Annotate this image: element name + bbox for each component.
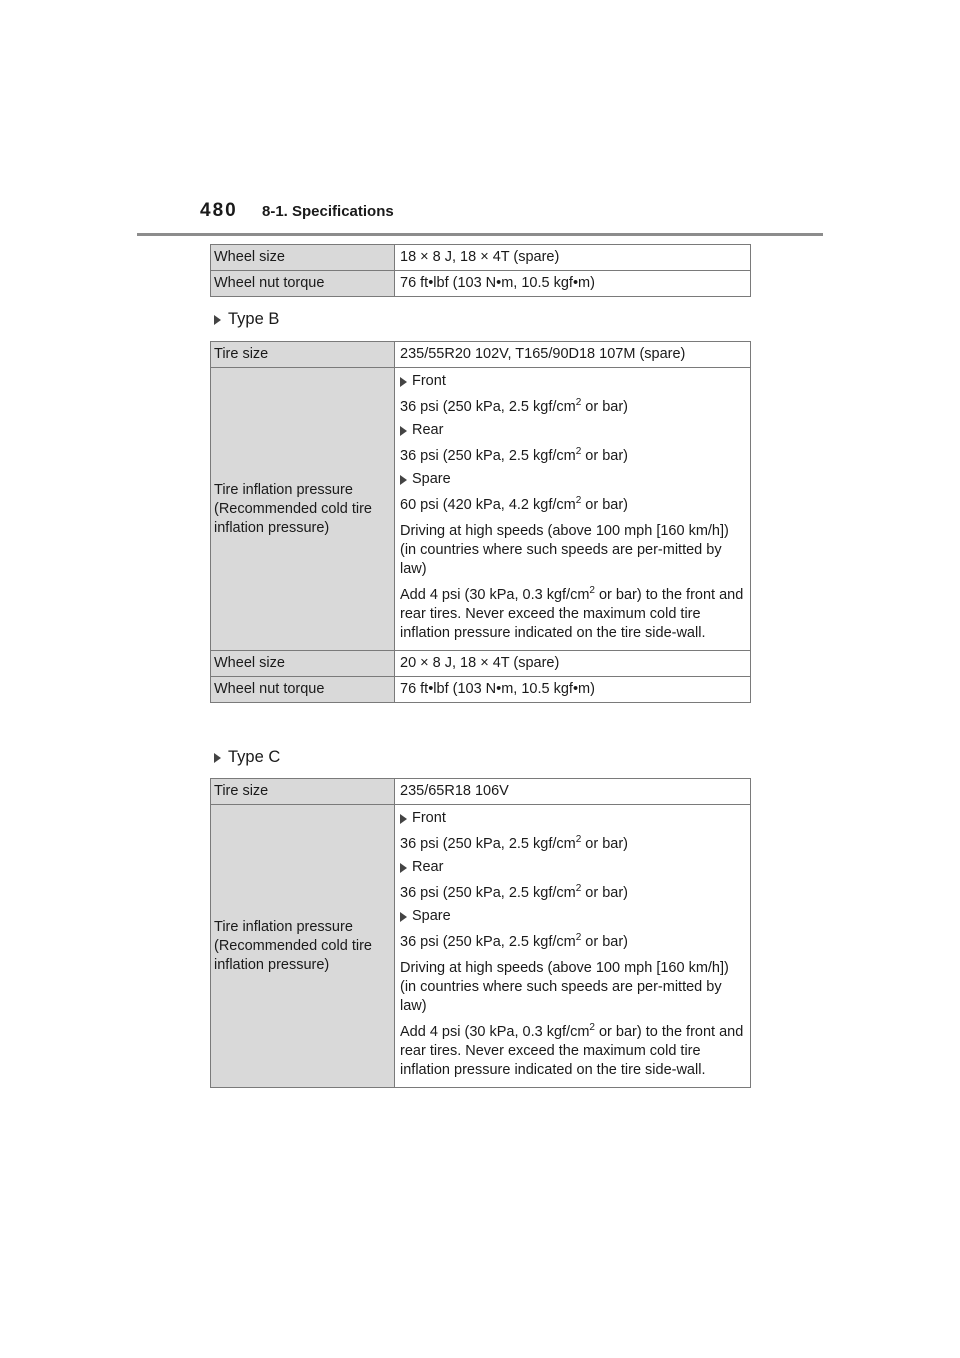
table-row: [211, 271, 751, 297]
unit-superscript: 2: [575, 932, 582, 943]
front-subheading: [400, 372, 746, 391]
type-b-heading-text: Type B: [228, 310, 280, 328]
rear-pressure-text: 36 psi (250 kPa, 2.5 kgf/cm: [400, 448, 576, 464]
triangle-bullet-icon: [400, 814, 407, 824]
spare-pressure: [400, 933, 746, 952]
wheel-size-value: 20 × 8 J, 18 × 4T (spare): [395, 651, 751, 677]
tire-inflation-label: Tire inflation pressure (Recommended cold tire inflation pressure): [211, 805, 395, 1088]
front-label: Front: [412, 373, 446, 389]
page-header: [200, 200, 394, 222]
type-b-spec-table: [210, 341, 751, 703]
unit-suffix: or bar): [581, 836, 629, 852]
unit-superscript: 2: [575, 834, 582, 845]
triangle-bullet-icon: [400, 426, 407, 436]
spare-pressure: [400, 496, 746, 515]
table-row: [211, 651, 751, 677]
unit-suffix: or bar): [581, 885, 629, 901]
unit-superscript: 2: [589, 585, 595, 596]
unit-suffix: or bar): [581, 934, 629, 950]
triangle-bullet-icon: [400, 475, 407, 485]
triangle-bullet-icon: [400, 912, 407, 922]
unit-suffix: or bar): [581, 399, 629, 415]
unit-suffix: or bar): [581, 497, 629, 513]
unit-superscript: 2: [575, 446, 582, 457]
tire-size-value: 235/55R20 102V, T165/90D18 107M (spare): [395, 342, 751, 368]
spare-subheading: [400, 907, 746, 926]
add-pressure-text: Add 4 psi (30 kPa, 0.3 kgf/cm: [400, 1024, 590, 1040]
spare-label: Spare: [412, 908, 451, 924]
wheel-nut-torque-value: 76 ft•lbf (103 N•m, 10.5 kgf•m): [395, 677, 751, 703]
high-speed-note: Driving at high speeds (above 100 mph [160 km/h]) (in countries where such speeds are per-mitted by law): [400, 960, 729, 1014]
wheel-size-label: Wheel size: [211, 651, 395, 677]
unit-superscript: 2: [575, 495, 582, 506]
rear-label: Rear: [412, 859, 444, 875]
wheel-nut-torque-label: Wheel nut torque: [211, 677, 395, 703]
front-pressure-text: 36 psi (250 kPa, 2.5 kgf/cm: [400, 836, 576, 852]
triangle-bullet-icon: [400, 863, 407, 873]
table-row: [211, 342, 751, 368]
triangle-bullet-icon: [400, 377, 407, 387]
wheel-nut-torque-label: Wheel nut torque: [211, 271, 395, 297]
type-a-spec-table: [210, 244, 751, 297]
wheel-size-value: 18 × 8 J, 18 × 4T (spare): [395, 245, 751, 271]
front-pressure: [400, 835, 746, 854]
spare-label: Spare: [412, 471, 451, 487]
spare-pressure-text: 60 psi (420 kPa, 4.2 kgf/cm: [400, 497, 576, 513]
add-pressure-text: Add 4 psi (30 kPa, 0.3 kgf/cm: [400, 587, 590, 603]
unit-superscript: 2: [575, 397, 582, 408]
add-pressure-note: [400, 1023, 746, 1080]
add-pressure-note: [400, 586, 746, 643]
header-rule: [137, 233, 823, 236]
add-pressure-suffix: or bar) to the front and rear tires. Never exceed the maximum cold tire inflation pressure indicated on the tire side-wall.: [400, 1024, 744, 1078]
unit-superscript: 2: [589, 1022, 595, 1033]
wheel-size-label: Wheel size: [211, 245, 395, 271]
unit-superscript: 2: [575, 883, 582, 894]
tire-inflation-label: Tire inflation pressure (Recommended cold tire inflation pressure): [211, 368, 395, 651]
type-b-heading: [214, 310, 279, 329]
front-subheading: [400, 809, 746, 828]
tire-inflation-value: [395, 368, 751, 651]
table-row: [211, 245, 751, 271]
table-row: [211, 779, 751, 805]
high-speed-note: Driving at high speeds (above 100 mph [160 km/h]) (in countries where such speeds are per-mitted by law): [400, 523, 729, 577]
unit-suffix: or bar): [581, 448, 629, 464]
type-c-heading-text: Type C: [228, 748, 281, 766]
rear-pressure-text: 36 psi (250 kPa, 2.5 kgf/cm: [400, 885, 576, 901]
rear-pressure: [400, 884, 746, 903]
rear-subheading: [400, 421, 746, 440]
front-label: Front: [412, 810, 446, 826]
wheel-nut-torque-value: 76 ft•lbf (103 N•m, 10.5 kgf•m): [395, 271, 751, 297]
front-pressure: [400, 398, 746, 417]
type-c-heading: [214, 748, 280, 767]
type-c-spec-table: [210, 778, 751, 1088]
table-row: [211, 368, 751, 651]
triangle-bullet-icon: [214, 753, 221, 763]
tire-size-value: 235/65R18 106V: [395, 779, 751, 805]
table-row: [211, 677, 751, 703]
spare-subheading: [400, 470, 746, 489]
section-title: 8-1. Specifications: [262, 203, 394, 220]
rear-subheading: [400, 858, 746, 877]
tire-size-label: Tire size: [211, 779, 395, 805]
tire-size-label: Tire size: [211, 342, 395, 368]
add-pressure-suffix: or bar) to the front and rear tires. Never exceed the maximum cold tire inflation pressure indicated on the tire side-wall.: [400, 587, 744, 641]
rear-label: Rear: [412, 422, 444, 438]
table-row: [211, 805, 751, 1088]
spare-pressure-text: 36 psi (250 kPa, 2.5 kgf/cm: [400, 934, 576, 950]
tire-inflation-value: [395, 805, 751, 1088]
page-number: 480: [200, 200, 238, 221]
triangle-bullet-icon: [214, 315, 221, 325]
rear-pressure: [400, 447, 746, 466]
front-pressure-text: 36 psi (250 kPa, 2.5 kgf/cm: [400, 399, 576, 415]
